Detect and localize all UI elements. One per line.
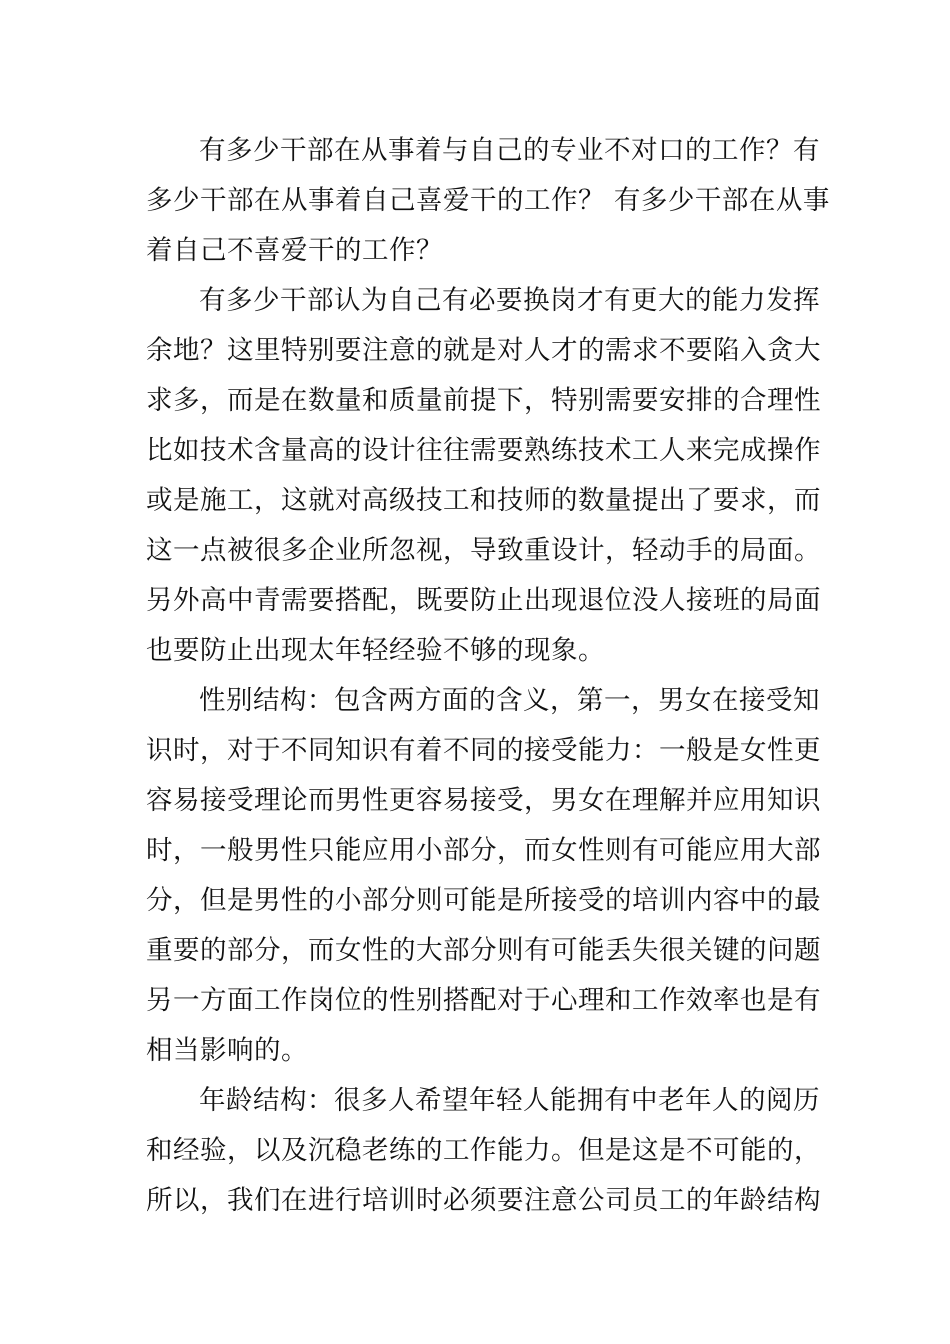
text-line: 比如技术含量高的设计往往需要熟练技术工人来完成操作 bbox=[146, 435, 821, 466]
paragraph-gender-structure bbox=[146, 676, 821, 1076]
text-line: 容易接受理论而男性更容易接受，男女在理解并应用知识 bbox=[146, 785, 821, 816]
document-body bbox=[146, 126, 830, 1226]
text-line: 有多少干部认为自己有必要换岗才有更大的能力发挥 bbox=[199, 285, 820, 316]
text-line: 余地？这里特别要注意的就是对人才的需求不要陷入贪大 bbox=[146, 335, 821, 366]
paragraph-job-rotation bbox=[146, 276, 821, 676]
text-line: 多少干部在从事着自己喜爱干的工作？ 有多少干部在从事 bbox=[146, 185, 830, 216]
text-line: 另外高中青需要搭配，既要防止出现退位没人接班的局面 bbox=[146, 585, 821, 616]
text-line: 和经验，以及沉稳老练的工作能力。但是这是不可能的， bbox=[146, 1135, 821, 1166]
text-line: 有多少干部在从事着与自己的专业不对口的工作？有 bbox=[199, 135, 820, 166]
text-line: 性别结构：包含两方面的含义，第一，男女在接受知 bbox=[199, 685, 820, 716]
text-line: 相当影响的。 bbox=[146, 1035, 308, 1066]
text-line: 重要的部分，而女性的大部分则有可能丢失很关键的问题 bbox=[146, 935, 821, 966]
paragraph-cadre-work bbox=[146, 126, 830, 276]
paragraph-age-structure bbox=[146, 1076, 821, 1226]
text-line: 这一点被很多企业所忽视，导致重设计，轻动手的局面。 bbox=[146, 535, 821, 566]
text-line: 也要防止出现太年轻经验不够的现象。 bbox=[146, 635, 605, 666]
text-line: 分，但是男性的小部分则可能是所接受的培训内容中的最 bbox=[146, 885, 821, 916]
text-line: 另一方面工作岗位的性别搭配对于心理和工作效率也是有 bbox=[146, 985, 821, 1016]
text-line: 识时，对于不同知识有着不同的接受能力：一般是女性更 bbox=[146, 735, 821, 766]
text-line: 所以，我们在进行培训时必须要注意公司员工的年龄结构 bbox=[146, 1185, 821, 1216]
text-line: 求多，而是在数量和质量前提下，特别需要安排的合理性 bbox=[146, 385, 821, 416]
text-line: 年龄结构：很多人希望年轻人能拥有中老年人的阅历 bbox=[199, 1085, 820, 1116]
text-line: 着自己不喜爱干的工作？ bbox=[146, 235, 443, 266]
text-line: 时，一般男性只能应用小部分，而女性则有可能应用大部 bbox=[146, 835, 821, 866]
text-line: 或是施工，这就对高级技工和技师的数量提出了要求，而 bbox=[146, 485, 821, 516]
